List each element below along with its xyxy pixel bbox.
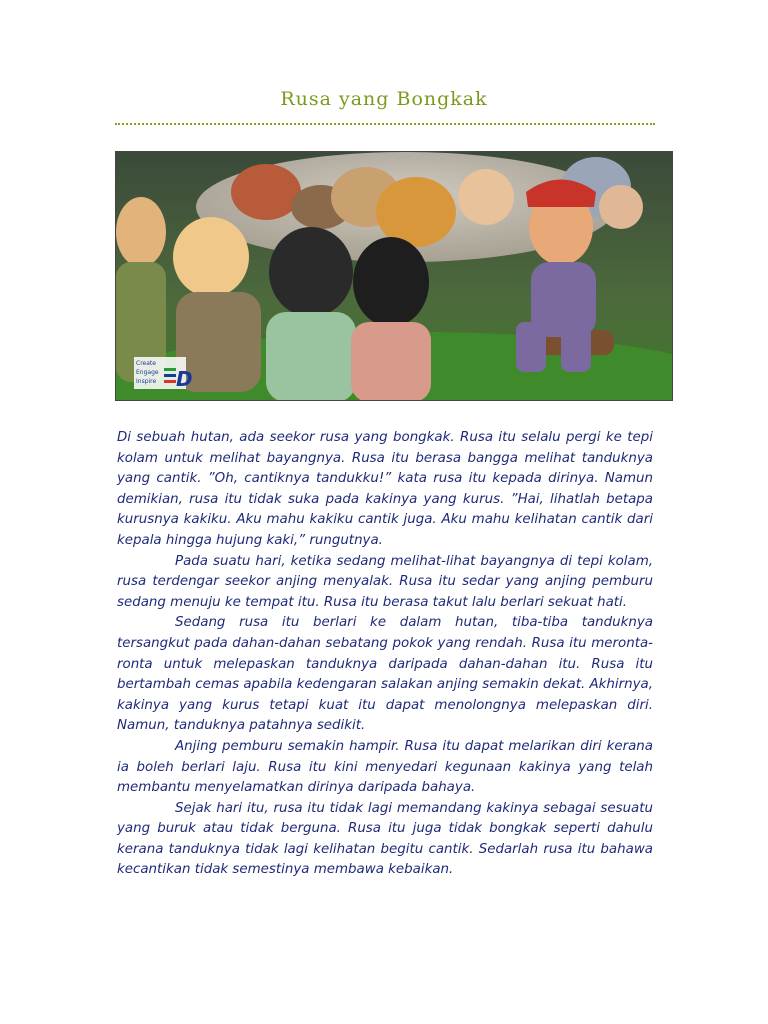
story-paragraph-3: Sedang rusa itu berlari ke dalam hutan, tiba-tiba tanduknya tersangkut pada dahan-dahan sebatang pokok yang rendah. Rusa itu meronta-ronta untuk melepaskan tanduknya daripada dahan-dahan itu. Rusa itu bertambah cemas apabila kedengaran salakan anjing semakin dekat. Akhirnya, kakinya yang kurus tetapi kuat itu dapat menolongnya melepaskan diri. Namun, tanduknya patahnya sedikit. [117,615,653,734]
logo-line3: Inspire [136,378,157,385]
logo-mark: D [176,367,193,391]
logo-line1: Create [136,360,156,367]
story-paragraph-2: Pada suatu hari, ketika sedang melihat-lihat bayangnya di tepi kolam, rusa terdengar seekor anjing menyalak. Rusa itu sedar yang anjing pemburu sedang menuju ke tempat itu. Rusa itu berasa takut lalu berlari sekuat hati. [117,553,653,610]
story-paragraph-5: Sejak hari itu, rusa itu tidak lagi memandang kakinya sebagai sesuatu yang buruk atau tidak berguna. Rusa itu juga tidak bongkak seperti dahulu kerana tanduknya tidak lagi kelihatan begitu cantik. Sedarlah rusa itu bahawa kecantikan tidak semestinya membawa kebaikan. [117,800,653,878]
publisher-logo [134,357,193,391]
story-paragraph-1: Di sebuah hutan, ada seekor rusa yang bongkak. Rusa itu selalu pergi ke tepi kolam untuk melihat bayangnya. Rusa itu berasa bangga melihat tanduknya yang cantik. ”Oh, cantiknya tandukku!” kata rusa itu kepada dirinya. Namun demikian, rusa itu tidak suka pada kakinya yang kurus. ”Hai, lihatlah betapa kurusnya kakiku. Aku mahu kakiku cantik juga. Aku mahu kelihatan cantik dari kepala hingga hujung kaki,” rungutnya. [117,430,653,548]
page-title: Rusa yang Bongkak [280,88,488,110]
logo-line2: Engage [136,369,159,376]
story-body [117,428,653,881]
title-divider [115,123,655,125]
story-paragraph-4: Anjing pemburu semakin hampir. Rusa itu dapat melarikan diri kerana ia boleh berlari laju. Rusa itu kini menyedari kegunaan kakinya yang telah membantu menyelamatkan dirinya daripada bahaya. [117,738,653,796]
story-illustration [115,151,673,401]
